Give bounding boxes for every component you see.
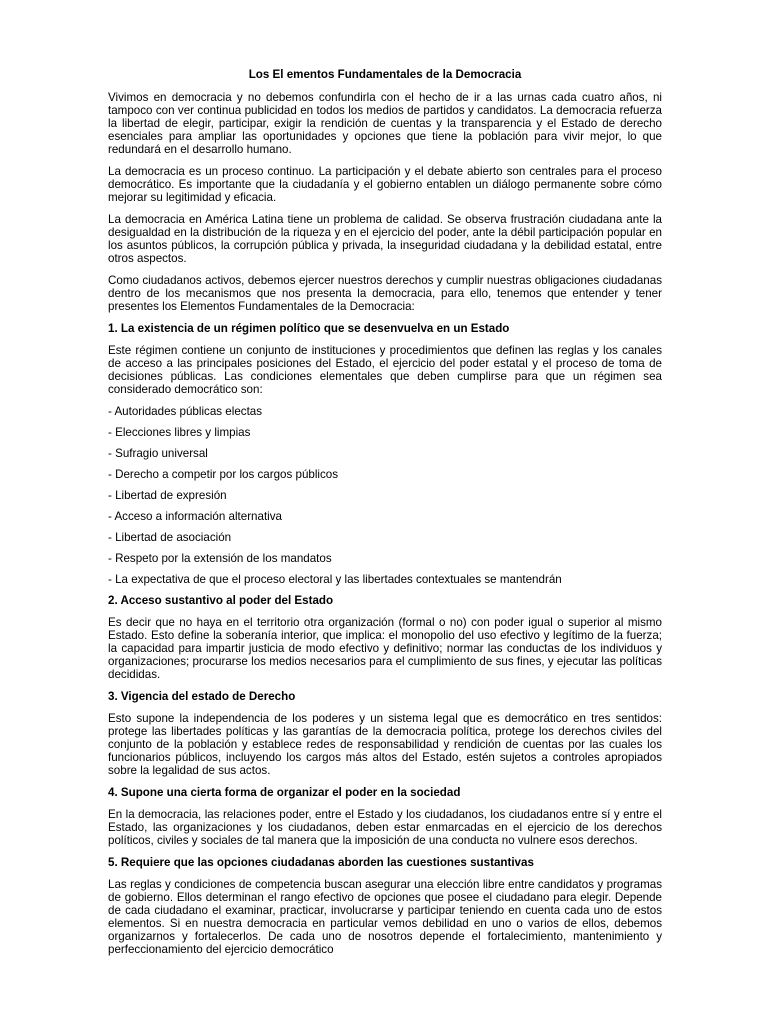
- section-4-body: En la democracia, las relaciones poder, entre el Estado y los ciudadanos, los ciudadanos entre sí y entre el Estado, las organizaciones y los ciudadanos, deben estar enmarcadas en el ejercicio de los derechos políticos, civiles y sociales de tal manera que la imposición de una conducta no vulnere esos derechos.: [108, 808, 662, 847]
- list-item: - La expectativa de que el proceso electoral y las libertades contextuales se mantendrán: [108, 573, 562, 586]
- list-item: - Sufragio universal: [108, 447, 208, 460]
- intro-paragraph-4: Como ciudadanos activos, debemos ejercer nuestros derechos y cumplir nuestras obligaciones ciudadanas dentro de los mecanismos que nos presenta la democracia, para ello, tenemos que entender y tener presentes los Elementos Fundamentales de la Democracia:: [108, 274, 662, 313]
- section-5-body: Las reglas y condiciones de competencia buscan asegurar una elección libre entre candidatos y programas de gobierno. Ellos determinan el rango efectivo de opciones que posee el ciudadano para elegir. Depende de cada ciudadano el examinar, practicar, involucrarse y participar teniendo en cuenta cada uno de estos elementos. Si en nuestra democracia en particular vemos debilidad en uno o varios de ellos, debemos organizarnos y fortalecerlos. De cada uno de nosotros depende el fortalecimiento, mantenimiento y perfeccionamiento del ejercicio democrático: [108, 878, 662, 956]
- list-item: - Elecciones libres y limpias: [108, 426, 251, 439]
- list-item: - Libertad de expresión: [108, 489, 227, 502]
- conditions-list: [108, 405, 662, 586]
- list-item: - Acceso a información alternativa: [108, 510, 282, 523]
- document-title: Los El ementos Fundamentales de la Democracia: [248, 68, 522, 81]
- list-item: - Autoridades públicas electas: [108, 405, 263, 418]
- section-2-heading: 2. Acceso sustantivo al poder del Estado: [108, 594, 334, 607]
- intro-paragraph-1: Vivimos en democracia y no debemos confundirla con el hecho de ir a las urnas cada cuatro años, ni tampoco con ver continua publicidad en todos los medios de partidos y candidatos. La democracia refuerza la libertad de elegir, participar, exigir la rendición de cuentas y la transparencia y el Estado de derecho esenciales para ampliar las oportunidades y opciones que tiene la población para vivir mejor, lo que redundará en el desarrollo humano.: [108, 91, 662, 156]
- section-3-body: Esto supone la independencia de los poderes y un sistema legal que es democrático en tres sentidos: protege las libertades políticas y las garantías de la democracia política, protege los derechos civiles del conjunto de la población y establece redes de responsabilidad y rendición de cuentas por las cuales los funcionarios públicos, incluyendo los cargos más altos del Estado, estén sujetos a controles apropiados sobre la legalidad de sus actos.: [108, 712, 662, 777]
- section-1-heading: 1. La existencia de un régimen político que se desenvuelva en un Estado: [108, 322, 510, 335]
- list-item: - Derecho a competir por los cargos públicos: [108, 468, 339, 481]
- list-item: - Libertad de asociación: [108, 531, 232, 544]
- section-2-body: Es decir que no haya en el territorio otra organización (formal o no) con poder igual o superior al mismo Estado. Esto define la soberanía interior, que implica: el monopolio del uso efectivo y legítimo de la fuerza; la capacidad para impartir justicia de modo efectivo y definitivo; normar las conductas de los individuos y organizaciones; procurarse los medios necesarios para el cumplimiento de sus fines, y ejecutar las políticas decididas.: [108, 616, 662, 681]
- intro-paragraph-2: La democracia es un proceso continuo. La participación y el debate abierto son centrales para el proceso democrático. Es importante que la ciudadanía y el gobierno entablen un diálogo permanente sobre cómo mejorar su legitimidad y eficacia.: [108, 165, 662, 204]
- document-page: [108, 68, 662, 965]
- intro-paragraph-3: La democracia en América Latina tiene un problema de calidad. Se observa frustración ciudadana ante la desigualdad en la distribución de la riqueza y en el ejercicio del poder, ante la débil participación popular en los asuntos públicos, la corrupción pública y privada, la inseguridad ciudadana y la debilidad estatal, entre otros aspectos.: [108, 213, 662, 265]
- section-3-heading: 3. Vigencia del estado de Derecho: [108, 690, 296, 703]
- section-1-body: Este régimen contiene un conjunto de instituciones y procedimientos que definen las reglas y los canales de acceso a las principales posiciones del Estado, el ejercicio del poder estatal y el proceso de toma de decisiones públicas. Las condiciones elementales que deben cumplirse para que un régimen sea considerado democrático son:: [108, 344, 662, 396]
- section-5-heading: 5. Requiere que las opciones ciudadanas aborden las cuestiones sustantivas: [108, 856, 534, 869]
- section-4-heading: 4. Supone una cierta forma de organizar el poder en la sociedad: [108, 786, 461, 799]
- list-item: - Respeto por la extensión de los mandatos: [108, 552, 332, 565]
